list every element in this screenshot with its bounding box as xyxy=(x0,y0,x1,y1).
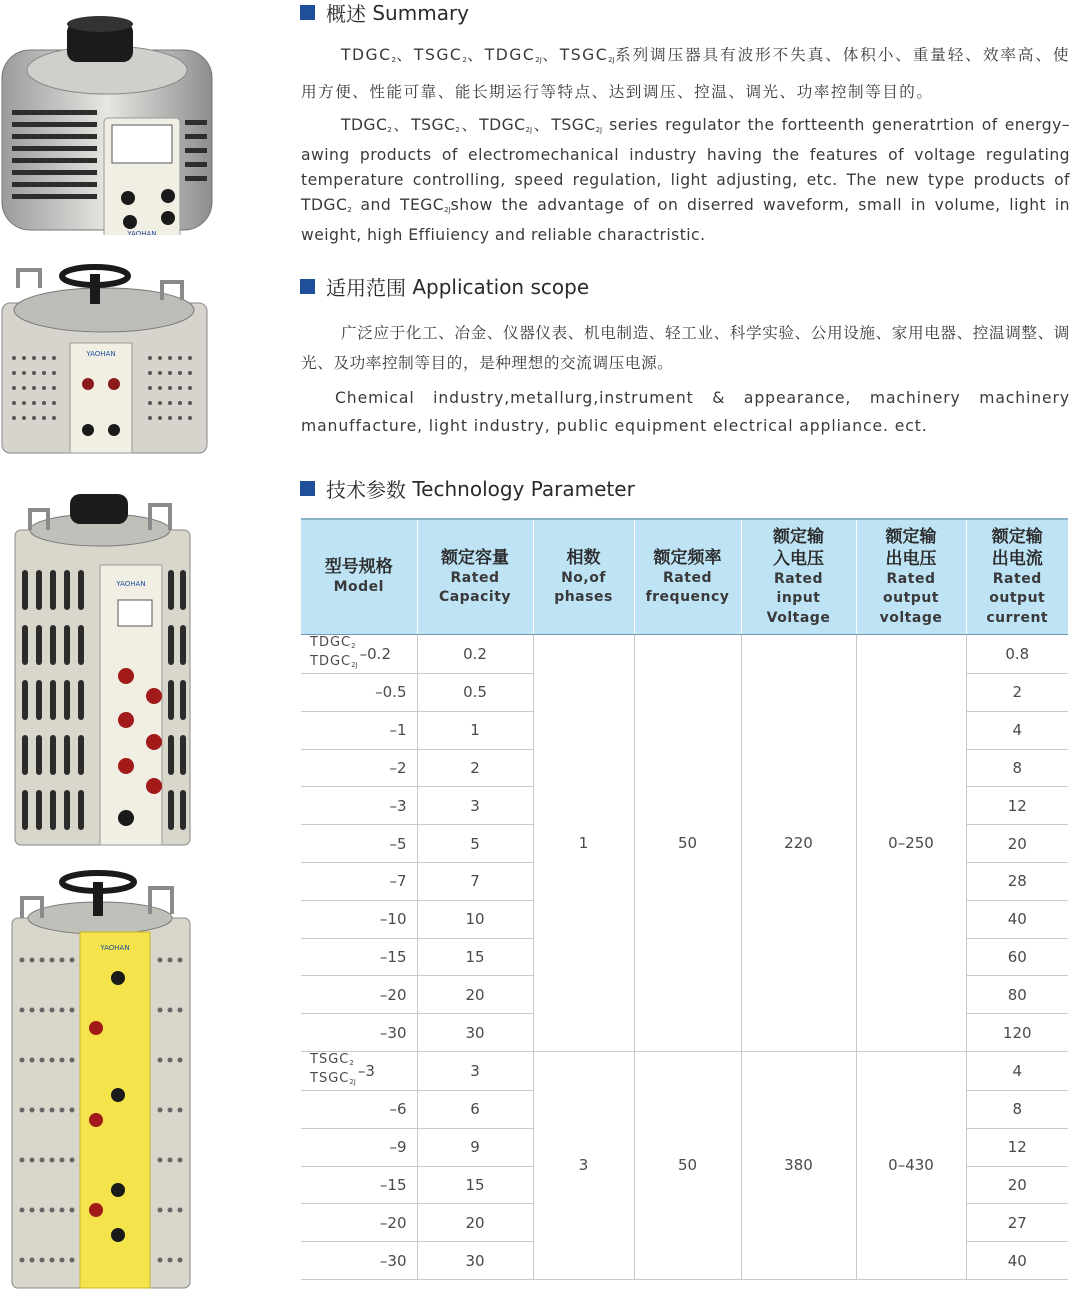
current-cell: 12 xyxy=(966,1128,1068,1166)
capacity-cell: 3 xyxy=(417,787,533,825)
current-cell: 20 xyxy=(966,1166,1068,1204)
model-cell: –6 xyxy=(301,1090,417,1128)
heading-square-icon xyxy=(300,481,315,496)
capacity-cell: 30 xyxy=(417,1242,533,1280)
capacity-cell: 20 xyxy=(417,976,533,1014)
capacity-cell: 20 xyxy=(417,1204,533,1242)
column-header-input-voltage: 额定输 入电压 Rated input Voltage xyxy=(741,519,856,635)
capacity-cell: 30 xyxy=(417,1014,533,1052)
current-cell: 4 xyxy=(966,1051,1068,1090)
current-cell: 2 xyxy=(966,674,1068,712)
model-cell: –15 xyxy=(301,938,417,976)
model-cell: –0.5 xyxy=(301,674,417,712)
capacity-cell: 15 xyxy=(417,938,533,976)
model-cell: $TSGC_2$ $TSGC_{2J}$ –3 xyxy=(301,1051,417,1090)
phases-cell: 3 xyxy=(533,1051,634,1279)
regulator-photo-1 xyxy=(0,10,215,235)
capacity-cell: 0.5 xyxy=(417,674,533,712)
model-cell: –10 xyxy=(301,900,417,938)
model-cell: $TDGC_2$ $TDGC_{2J}$ –0.2 xyxy=(301,635,417,674)
column-header-phases: 相数 No,of phases xyxy=(533,519,634,635)
capacity-cell: 9 xyxy=(417,1128,533,1166)
summary-cn-paragraph: $TDGC_2$、$TSGC_2$、$TDGC_{2J}$、$TSGC_{2J}$系列调压器具有波形不失真、体积小、重量轻、效率高、使用方便、性能可靠、能长期运行等特点、达到调压、控温、调光、功率控制等目的。 xyxy=(301,46,1070,101)
column-header-capacity: 额定容量 Rated Capacity xyxy=(417,519,533,635)
capacity-cell: 7 xyxy=(417,862,533,900)
application-heading xyxy=(300,272,589,301)
model-cell: –7 xyxy=(301,862,417,900)
photo-brand-label: YAOHAN xyxy=(127,230,157,235)
model-cell: –15 xyxy=(301,1166,417,1204)
current-cell: 80 xyxy=(966,976,1068,1014)
summary-heading-cn: 概述 xyxy=(326,2,366,26)
capacity-cell: 3 xyxy=(417,1051,533,1090)
technology-heading-en: Technology Parameter xyxy=(412,476,635,501)
current-cell: 8 xyxy=(966,1090,1068,1128)
application-heading-cn: 适用范围 xyxy=(326,276,406,300)
column-header-output-current: 额定输 出电流 Rated output current xyxy=(966,519,1068,635)
input-voltage-cell: 380 xyxy=(741,1051,856,1279)
column-header-output-voltage: 额定输 出电压 Rated output voltage xyxy=(856,519,966,635)
model-cell: –1 xyxy=(301,711,417,749)
regulator-photo-2 xyxy=(0,258,215,458)
regulator-photo-3 xyxy=(0,490,215,848)
output-voltage-cell: 0–430 xyxy=(856,1051,966,1279)
photo-brand-label: YAOHAN xyxy=(116,580,146,588)
photo-brand-label: YAOHAN xyxy=(100,944,130,952)
output-voltage-cell: 0–250 xyxy=(856,635,966,1052)
phases-cell: 1 xyxy=(533,635,634,1052)
table-header-row xyxy=(301,519,1068,635)
current-cell: 40 xyxy=(966,900,1068,938)
table-row xyxy=(301,635,1068,674)
photo-brand-label: YAOHAN xyxy=(86,350,116,358)
current-cell: 40 xyxy=(966,1242,1068,1280)
current-cell: 4 xyxy=(966,711,1068,749)
column-header-frequency: 额定频率 Rated frequency xyxy=(634,519,741,635)
technology-heading-cn: 技术参数 xyxy=(326,478,406,502)
application-en-paragraph: Chemical industry,metallurg,instrument & appearance, machinery machinery manuffacture, light industry, public equipment electrical appliance. ect. xyxy=(301,389,1070,435)
model-cell: –20 xyxy=(301,1204,417,1242)
model-cell: –3 xyxy=(301,787,417,825)
capacity-cell: 10 xyxy=(417,900,533,938)
capacity-cell: 6 xyxy=(417,1090,533,1128)
application-cn-paragraph: 广泛应于化工、冶金、仪器仪表、机电制造、轻工业、科学实验、公用设施、家用电器、控温调整、调光、及功率控制等目的，是种理想的交流调压电源。 xyxy=(301,324,1070,372)
capacity-cell: 5 xyxy=(417,825,533,863)
model-cell: –9 xyxy=(301,1128,417,1166)
frequency-cell: 50 xyxy=(634,1051,741,1279)
technology-heading xyxy=(300,474,635,503)
capacity-cell: 1 xyxy=(417,711,533,749)
application-heading-en: Application scope xyxy=(412,274,590,299)
current-cell: 60 xyxy=(966,938,1068,976)
capacity-cell: 0.2 xyxy=(417,635,533,674)
input-voltage-cell: 220 xyxy=(741,635,856,1052)
current-cell: 27 xyxy=(966,1204,1068,1242)
model-cell: –20 xyxy=(301,976,417,1014)
summary-heading-en: Summary xyxy=(372,0,470,25)
model-cell: –30 xyxy=(301,1242,417,1280)
current-cell: 12 xyxy=(966,787,1068,825)
column-header-model: 型号规格 Model xyxy=(301,519,417,635)
capacity-cell: 2 xyxy=(417,749,533,787)
current-cell: 28 xyxy=(966,862,1068,900)
technology-parameter-table xyxy=(301,518,1068,1280)
summary-heading xyxy=(300,0,469,27)
current-cell: 20 xyxy=(966,825,1068,863)
model-cell: –5 xyxy=(301,825,417,863)
current-cell: 0.8 xyxy=(966,635,1068,674)
capacity-cell: 15 xyxy=(417,1166,533,1204)
summary-en-paragraph: $TDGC_2$、$TSGC_2$、$TDGC_{2J}$、$TSGC_{2J}$ series regulator the fortteenth generatrtion of energy–awing products of electromechanical industry having the features of voltage regulating temperature controlling, speed regulation, light adjusting, etc. The new type products of $TDGC_2$ and $TEGC_{2J}show$ the advantage of on diserred waveform, small in volume, light in weight, high Effiuiency and reliable charactristic. xyxy=(301,116,1070,244)
current-cell: 120 xyxy=(966,1014,1068,1052)
frequency-cell: 50 xyxy=(634,635,741,1052)
model-cell: –2 xyxy=(301,749,417,787)
model-cell: –30 xyxy=(301,1014,417,1052)
regulator-photo-4 xyxy=(0,870,215,1290)
heading-square-icon xyxy=(300,279,315,294)
current-cell: 8 xyxy=(966,749,1068,787)
table-row xyxy=(301,1051,1068,1090)
heading-square-icon xyxy=(300,5,315,20)
